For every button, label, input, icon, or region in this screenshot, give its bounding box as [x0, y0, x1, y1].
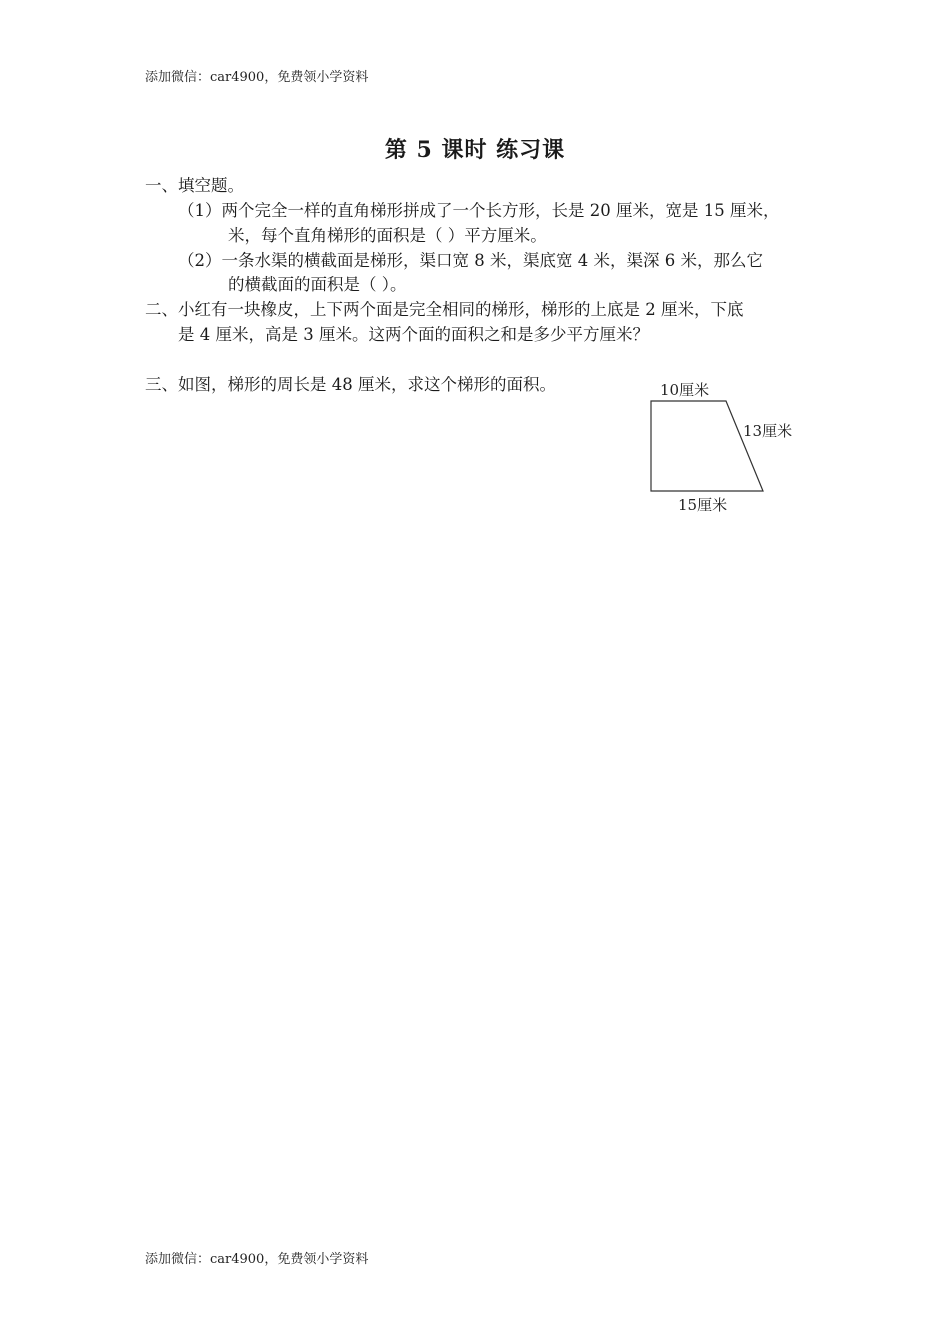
footer-text: 添加微信：car4900，免费领小学资料 [145, 1252, 369, 1267]
slanted-side-label: 13厘米 [743, 422, 793, 440]
trapezoid-shape [651, 401, 763, 491]
header-text: 添加微信：car4900，免费领小学资料 [145, 70, 369, 85]
section2-line1: 二、小红有一块橡皮，上下两个面是完全相同的梯形，梯形的上底是 2 厘米，下底 [145, 300, 744, 319]
section3-text: 三、如图，梯形的周长是 48 厘米，求这个梯形的面积。 [145, 375, 556, 394]
trapezoid-diagram [640, 372, 820, 522]
trapezoid-figure [640, 372, 820, 522]
question1-line1-text: （1）两个完全一样的直角梯形拼成了一个长方形，长是 20 厘米，宽是 15 厘米， [178, 201, 780, 220]
top-side-label: 10厘米 [660, 381, 710, 399]
question1-line2: 米，每个直角梯形的面积是（ ）平方厘米。 [228, 226, 547, 245]
page-title: 第 5 课时 练习课 [384, 137, 566, 163]
section2-line2: 是 4 厘米，高是 3 厘米。这两个面的面积之和是多少平方厘米？ [178, 325, 649, 344]
question1-line1 [178, 199, 779, 223]
question2-line1: （2）一条水渠的横截面是梯形，渠口宽 8 米，渠底宽 4 米，渠深 6 米，那么它 [178, 251, 763, 270]
bottom-side-label: 15厘米 [678, 496, 728, 514]
question2-line2: 的横截面的面积是（ ）。 [228, 275, 407, 294]
section1-heading: 一、填空题。 [145, 176, 244, 195]
